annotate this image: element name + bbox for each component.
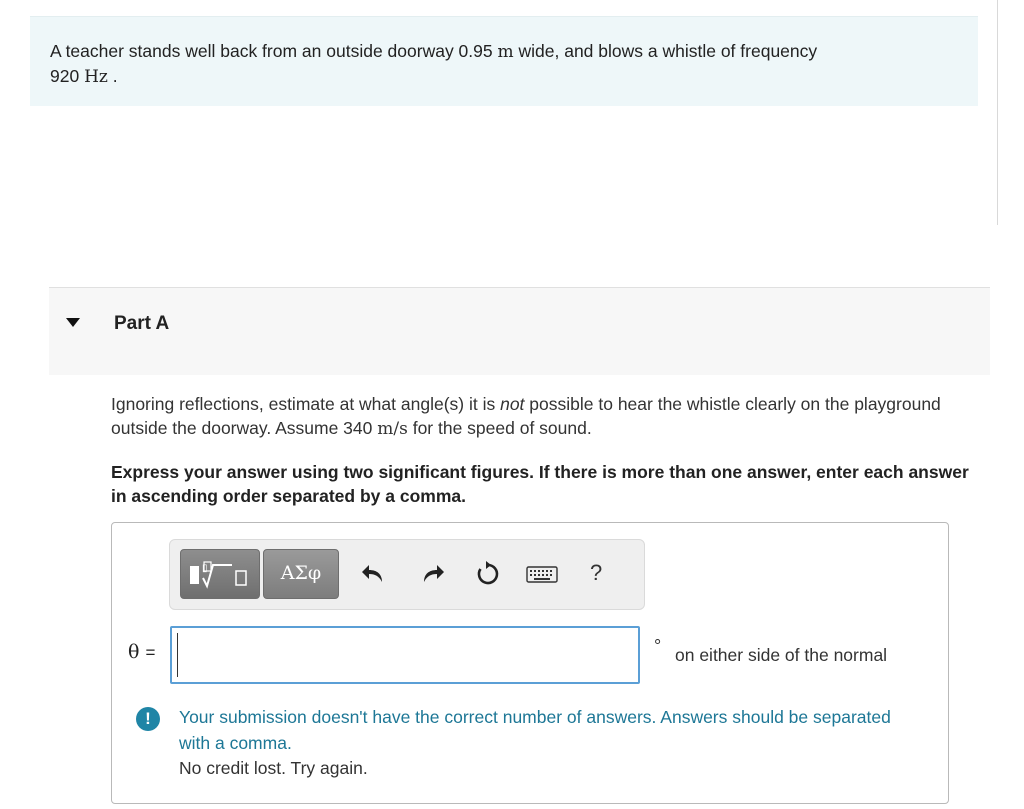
question-text-3: for the speed of sound. [412,418,592,438]
question-emphasis: not [500,394,525,414]
reset-icon[interactable] [474,560,502,588]
question-text-1: Ignoring reflections, estimate at what angle(s) it is [111,394,496,414]
templates-button[interactable] [180,549,260,599]
right-divider [997,0,998,225]
intro-text-1: A teacher stands well back from an outside doorway 0.95 [50,41,493,61]
svg-text:▯: ▯ [202,563,208,574]
help-icon[interactable]: ? [590,560,603,585]
math-toolbar [169,539,645,610]
answer-unit-text: on either side of the normal [675,645,888,665]
intro-frequency-value: 920 [50,66,80,86]
symbols-label: ΑΣφ [280,562,322,584]
intro-end: . [112,66,118,86]
problem-intro [30,16,978,106]
intro-unit-hertz: Hz [84,67,108,87]
part-a-header[interactable] [49,287,990,375]
intro-text-2: wide, and blows a whistle of frequency [518,41,818,61]
keyboard-icon[interactable] [526,560,558,588]
answer-input[interactable] [170,626,640,684]
templates-icon [180,549,260,599]
undo-icon[interactable] [360,560,388,588]
part-title: Part A [114,313,170,334]
intro-unit-meters: m [497,42,514,62]
theta-symbol: θ [128,641,140,663]
symbols-button[interactable] [263,549,339,599]
part-question [111,392,971,441]
redo-icon[interactable] [418,560,446,588]
degree-symbol: ° [654,636,662,656]
question-unit-speed: m/s [377,419,408,439]
feedback-message: Your submission doesn't have the correct number of answers. Answers should be separated with a comma. [179,707,891,753]
feedback-submessage: No credit lost. Try again. [179,758,368,778]
answer-instruction: Express your answer using two significant figures. If there is more than one answer, enter each answer in ascending order separated by a comma. [111,462,969,506]
question-text-2: possible to hear the whistle clearly on the playground outside the doorway. Assume 340 [111,394,941,438]
equals-sign: = [145,643,156,662]
collapse-triangle-icon[interactable] [66,318,80,327]
warning-icon: ! [136,707,160,731]
answer-variable-label [128,641,155,663]
text-caret [177,633,178,677]
